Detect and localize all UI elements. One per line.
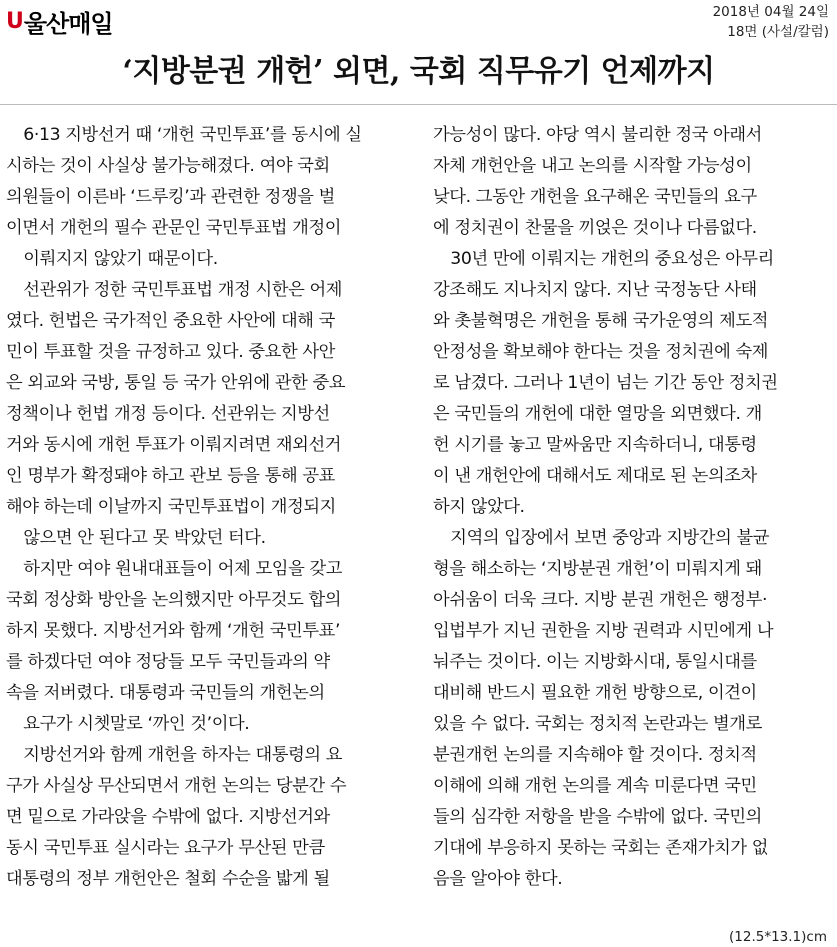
- article-text-line: 에 정치권이 찬물을 끼얹은 것이나 다름없다.: [433, 218, 757, 238]
- article-text-line: 시하는 것이 사실상 불가능해졌다. 여야 국회: [6, 156, 330, 176]
- article-text-line: 강조해도 지나치지 않다. 지난 국정농단 사태: [433, 280, 757, 300]
- article-text-line: 대통령의 정부 개헌안은 철회 수순을 밟게 될: [6, 869, 330, 889]
- article-text-line: 인 명부가 확정돼야 하고 관보 등을 통해 공표: [6, 466, 335, 486]
- page-section: 18면 (사설/칼럼): [727, 24, 829, 40]
- article-text-line: 않으면 안 된다고 못 박았던 터다.: [23, 528, 266, 548]
- article-text-line: 지역의 입장에서 보면 중앙과 지방간의 불균: [450, 528, 770, 548]
- article-text-line: 로 남겼다. 그러나 1년이 넘는 기간 동안 정치권: [433, 373, 778, 393]
- article-text-line: 정책이나 헌법 개정 등이다. 선관위는 지방선: [6, 404, 330, 424]
- article-text-line: 해야 하는데 이날까지 국민투표법이 개정되지: [6, 497, 336, 517]
- article-text-line: 구가 사실상 무산되면서 개헌 논의는 당분간 수: [6, 776, 347, 796]
- article-text-line: 기대에 부응하지 못하는 국회는 존재가치가 없: [433, 838, 769, 858]
- article-text-line: 민이 투표할 것을 규정하고 있다. 중요한 사안: [6, 342, 335, 362]
- logo-mark-icon: U: [6, 9, 23, 34]
- article-text-line: 속을 저버렸다. 대통령과 국민들의 개헌논의: [6, 683, 325, 703]
- article-text-line: 이 낸 개헌안에 대해서도 제대로 된 논의조차: [433, 466, 757, 486]
- article-text-line: 와 촛불혁명은 개헌을 통해 국가운영의 제도적: [433, 311, 769, 331]
- article-text-line: 낮다. 그동안 개헌을 요구해온 국민들의 요구: [433, 187, 757, 207]
- article-text-line: 면 밑으로 가라앉을 수밖에 없다. 지방선거와: [6, 807, 330, 827]
- article-text-line: 은 국민들의 개헌에 대한 열망을 외면했다. 개: [433, 404, 762, 424]
- article-text-line: 이해에 의해 개헌 논의를 계속 미룬다면 국민: [433, 776, 757, 796]
- article-text-line: 은 외교와 국방, 통일 등 국가 안위에 관한 중요: [6, 373, 346, 393]
- article-text-line: 지방선거와 함께 개헌을 하자는 대통령의 요: [23, 745, 343, 765]
- article-text-line: 국회 정상화 방안을 논의했지만 아무것도 합의: [6, 590, 342, 610]
- article-column-right: [433, 120, 833, 895]
- article-text-line: 안정성을 확보해야 한다는 것을 정치권에 숙제: [433, 342, 769, 362]
- clipping-size: (12.5*13.1)cm: [729, 929, 827, 945]
- article-text-line: 대비해 반드시 필요한 개헌 방향으로, 이견이: [433, 683, 757, 703]
- article-text-line: 이뤄지지 않았기 때문이다.: [23, 249, 218, 269]
- article-column-left: [6, 120, 411, 895]
- article-text-line: 입법부가 지닌 권한을 지방 권력과 시민에게 나: [433, 621, 774, 641]
- article-text-line: 분권개헌 논의를 지속해야 할 것이다. 정치적: [433, 745, 757, 765]
- headline-divider: [0, 104, 837, 105]
- article-text-line: 의원들이 이른바 ‘드루킹’과 관련한 정쟁을 벌: [6, 187, 335, 207]
- article-text-line: 들의 심각한 저항을 받을 수밖에 없다. 국민의: [433, 807, 762, 827]
- article-text-line: 하지 못했다. 지방선거와 함께 ‘개헌 국민투표’: [6, 621, 341, 641]
- article-text-line: 동시 국민투표 실시라는 요구가 무산된 만큼: [6, 838, 325, 858]
- article-headline: ‘지방분권 개헌’ 외면, 국회 직무유기 언제까지: [122, 54, 715, 89]
- article-text-line: 이면서 개헌의 필수 관문인 국민투표법 개정이: [6, 218, 342, 238]
- newspaper-logo: [6, 4, 113, 39]
- publication-meta: [713, 2, 829, 42]
- article-text-line: 눠주는 것이다. 이는 지방화시대, 통일시대를: [433, 652, 757, 672]
- article-text-line: 였다. 헌법은 국가적인 중요한 사안에 대해 국: [6, 311, 335, 331]
- article-text-line: 6·13 지방선거 때 ‘개헌 국민투표’를 동시에 실: [23, 125, 362, 145]
- article-text-line: 가능성이 많다. 야당 역시 불리한 정국 아래서: [433, 125, 762, 145]
- article-text-line: 자체 개헌안을 내고 논의를 시작할 가능성이: [433, 156, 752, 176]
- article-text-line: 30년 만에 이뤄지는 개헌의 중요성은 아무리: [450, 249, 774, 269]
- article-text-line: 헌 시기를 놓고 말싸움만 지속하더니, 대통령: [433, 435, 757, 455]
- article-text-line: 요구가 시쳇말로 ‘까인 것’이다.: [23, 714, 250, 734]
- article-text-line: 있을 수 없다. 국회는 정치적 논란과는 별개로: [433, 714, 762, 734]
- article-text-line: 아쉬움이 더욱 크다. 지방 분권 개헌은 행정부·: [433, 590, 768, 610]
- logo-text: 울산매일: [23, 10, 113, 38]
- article-text-line: 형을 해소하는 ‘지방분권 개헌’이 미뤄지게 돼: [433, 559, 762, 579]
- article-text-line: 하지만 여야 원내대표들이 어제 모임을 갖고: [23, 559, 343, 579]
- article-text-line: 선관위가 정한 국민투표법 개정 시한은 어제: [23, 280, 343, 300]
- article-text-line: 음을 알아야 한다.: [433, 869, 563, 889]
- publication-date: 2018년 04월 24일: [712, 4, 829, 20]
- article-text-line: 를 하겠다던 여야 정당들 모두 국민들과의 약: [6, 652, 330, 672]
- article-text-line: 하지 않았다.: [433, 497, 525, 517]
- article-text-line: 거와 동시에 개헌 투표가 이뤄지려면 재외선거: [6, 435, 342, 455]
